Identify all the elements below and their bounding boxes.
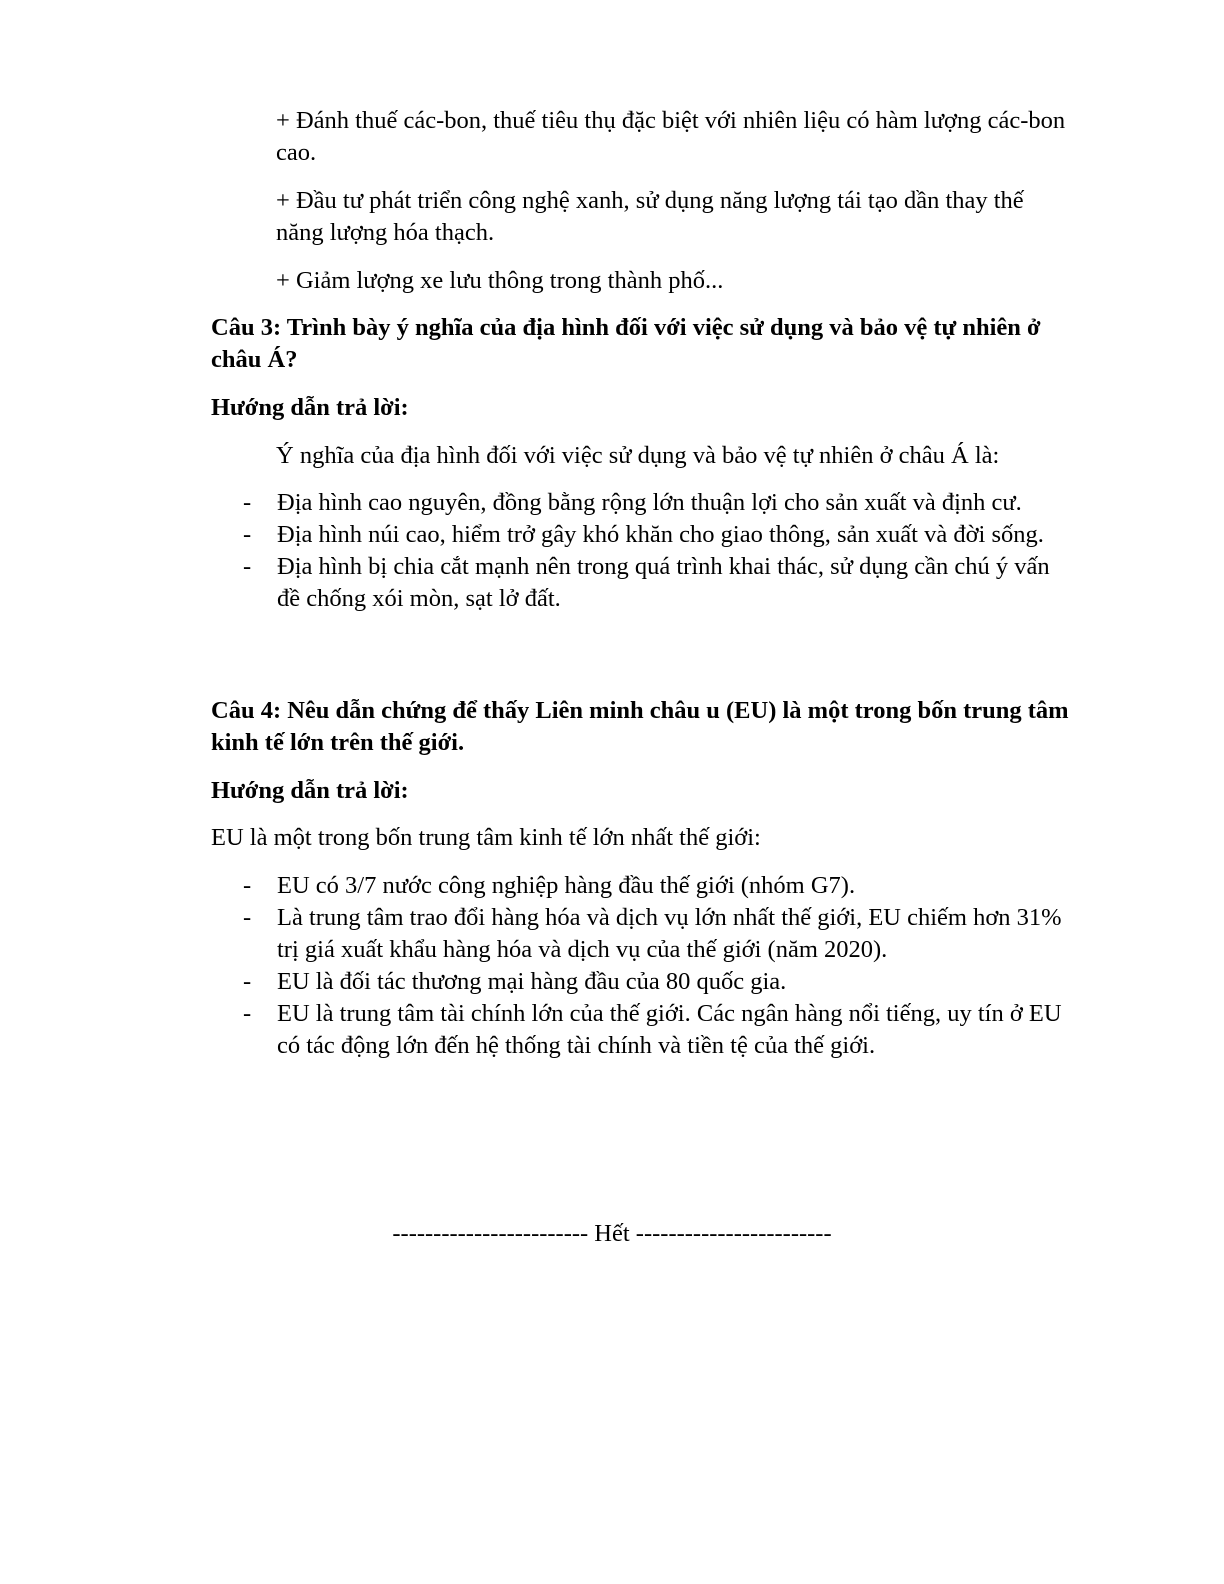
list-item-text: Địa hình núi cao, hiểm trở gây khó khăn cho giao thông, sản xuất và đời sống.	[277, 521, 1044, 548]
list-item	[243, 998, 1073, 1062]
dash-marker: -	[243, 553, 252, 580]
list-item-text: Là trung tâm trao đổi hàng hóa và dịch vụ lớn nhất thế giới, EU chiếm hơn 31% trị giá xuất khẩu hàng hóa và dịch vụ của thế giới (năm 2020).	[277, 904, 1062, 963]
end-marker: ------------------------ Hết ------------------------	[392, 1220, 832, 1247]
list-item-text: EU có 3/7 nước công nghiệp hàng đầu thế giới (nhóm G7).	[277, 872, 856, 899]
q3-heading: Câu 3: Trình bày ý nghĩa của địa hình đối với việc sử dụng và bảo vệ tự nhiên ở châu Á?	[211, 314, 1041, 373]
plus-item-carbon-tax: + Đánh thuế các-bon, thuế tiêu thụ đặc biệt với nhiên liệu có hàm lượng các-bon cao.	[276, 107, 1066, 166]
q3-guide-label: Hướng dẫn trả lời:	[211, 394, 409, 421]
list-item	[243, 487, 1073, 519]
dash-marker: -	[243, 904, 252, 931]
dash-marker: -	[243, 521, 252, 548]
q4-list	[243, 870, 1073, 1062]
list-item	[243, 870, 1073, 902]
list-item	[243, 519, 1073, 551]
q4-heading: Câu 4: Nêu dẫn chứng để thấy Liên minh châu u (EU) là một trong bốn trung tâm kinh tế lớn trên thế giới.	[211, 697, 1069, 756]
q4-intro: EU là một trong bốn trung tâm kinh tế lớn nhất thế giới:	[211, 824, 761, 851]
dash-marker: -	[243, 872, 252, 899]
plus-item-green-tech: + Đầu tư phát triển công nghệ xanh, sử dụng năng lượng tái tạo dần thay thế năng lượng hóa thạch.	[276, 187, 1024, 246]
list-item	[243, 902, 1073, 966]
q3-list	[243, 487, 1073, 615]
list-item	[243, 551, 1073, 615]
list-item-text: Địa hình cao nguyên, đồng bằng rộng lớn thuận lợi cho sản xuất và định cư.	[277, 489, 1022, 516]
dash-marker: -	[243, 1000, 252, 1027]
list-item-text: EU là đối tác thương mại hàng đầu của 80 quốc gia.	[277, 968, 787, 995]
dash-marker: -	[243, 489, 252, 516]
list-item	[243, 966, 1073, 998]
list-item-text: Địa hình bị chia cắt mạnh nên trong quá trình khai thác, sử dụng cần chú ý vấn đề chống xói mòn, sạt lở đất.	[277, 553, 1050, 612]
dash-marker: -	[243, 968, 252, 995]
q3-intro: Ý nghĩa của địa hình đối với việc sử dụng và bảo vệ tự nhiên ở châu Á là:	[276, 442, 1000, 469]
list-item-text: EU là trung tâm tài chính lớn của thế giới. Các ngân hàng nổi tiếng, uy tín ở EU có tác động lớn đến hệ thống tài chính và tiền tệ của thế giới.	[277, 1000, 1062, 1059]
q4-guide-label: Hướng dẫn trả lời:	[211, 777, 409, 804]
plus-item-reduce-vehicles: + Giảm lượng xe lưu thông trong thành phố...	[276, 267, 724, 294]
